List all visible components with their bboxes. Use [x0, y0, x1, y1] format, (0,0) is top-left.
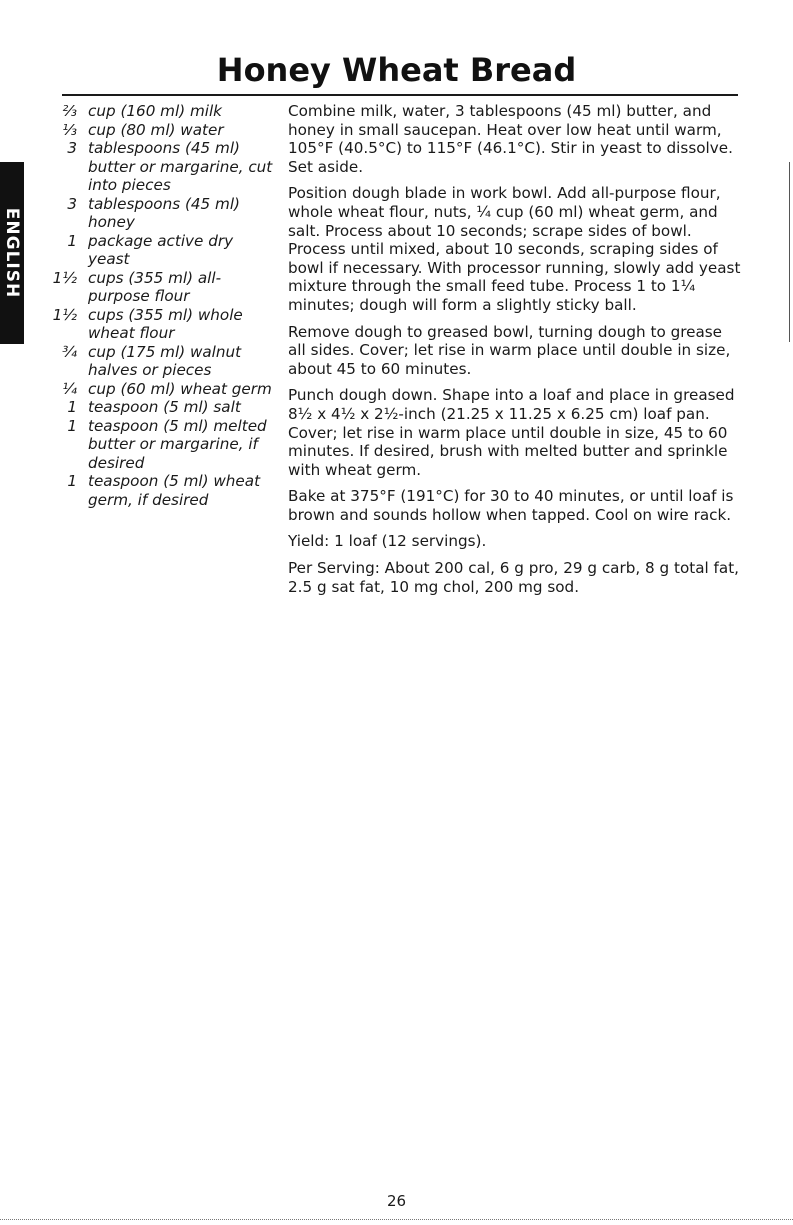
ingredient-quantity: 3	[67, 194, 77, 213]
page-title: Honey Wheat Bread	[216, 51, 577, 89]
direction-step-bake: Bake at 375°F (191°C) for 30 to 40 minutes, or until loaf is brown and sounds hollow when tapped. Cool on wire rack.	[288, 487, 734, 524]
ingredient-item	[40, 121, 275, 140]
ingredient-quantity: 1	[67, 472, 77, 490]
ingredient-item	[40, 232, 275, 269]
ingredient-quantity: 3	[67, 139, 77, 157]
page-number: 26	[386, 1192, 407, 1210]
ingredient-text: cup (80 ml) water	[88, 120, 224, 139]
ingredient-text: package active dry yeast	[88, 231, 234, 268]
ingredient-quantity: ⅔	[62, 102, 77, 120]
ingredient-item	[40, 398, 275, 417]
ingredient-item	[40, 306, 275, 343]
ingredient-text: teaspoon (5 ml) wheat germ, if desired	[88, 472, 261, 509]
ingredient-text: teaspoon (5 ml) salt	[88, 398, 241, 416]
direction-step-combine: Combine milk, water, 3 tablespoons (45 ml) butter, and honey in small saucepan. Heat over low heat until warm, 105°F (40.5°C) to 115°F (46.1°C). Stir in yeast to dissolve. Set aside.	[288, 102, 733, 176]
ingredient-quantity: ¾	[62, 342, 77, 361]
ingredient-quantity: 1	[67, 398, 77, 416]
language-tab	[0, 162, 24, 344]
directions	[288, 102, 743, 604]
ingredient-item	[40, 269, 275, 306]
page-edge-dotted-line	[0, 1219, 793, 1220]
language-tab-label: ENGLISH	[2, 207, 22, 299]
ingredient-item	[40, 343, 275, 380]
ingredient-text: cup (60 ml) wheat germ	[88, 379, 272, 398]
ingredient-item	[40, 472, 275, 509]
ingredient-quantity: ¼	[62, 379, 77, 398]
ingredient-text: tablespoons (45 ml) butter or margarine, cut into pieces	[88, 139, 273, 194]
nutrition-text: Per Serving: About 200 cal, 6 g pro, 29 g carb, 8 g total fat, 2.5 g sat fat, 10 mg chol, 200 mg sod.	[288, 559, 739, 596]
yield-text: Yield: 1 loaf (12 servings).	[288, 532, 487, 551]
ingredient-text: teaspoon (5 ml) melted butter or margarine, if desired	[88, 416, 267, 472]
ingredient-item	[40, 102, 275, 121]
ingredient-text: tablespoons (45 ml) honey	[88, 194, 240, 231]
ingredient-text: cups (355 ml) whole wheat flour	[88, 305, 243, 342]
ingredient-text: cup (175 ml) walnut halves or pieces	[88, 342, 242, 379]
direction-step-shape: Punch dough down. Shape into a loaf and place in greased 8½ x 4½ x 2½-inch (21.25 x 11.25 x 6.25 cm) loaf pan. Cover; let rise in warm place until double in size, 45 to 60 minutes. If desired, brush with melted butter and sprinkle with wheat germ.	[288, 386, 735, 479]
edge-marker	[789, 162, 790, 342]
direction-step-rise: Remove dough to greased bowl, turning dough to grease all sides. Cover; let rise in warm place until double in size, about 45 to 60 minutes.	[288, 322, 731, 378]
ingredient-quantity: 1½	[52, 305, 77, 324]
ingredient-text: cup (160 ml) milk	[88, 102, 222, 120]
ingredient-quantity: 1	[67, 231, 77, 250]
ingredient-item	[40, 139, 275, 195]
direction-step-process: Position dough blade in work bowl. Add all-purpose flour, whole wheat flour, nuts, ¼ cup (60 ml) wheat germ, and salt. Process about 10 seconds; scrape sides of bowl. Process until mixed, about 10 seconds, scraping sides of bowl if necessary. With processor running, slowly add yeast mixture through the small feed tube. Process 1 to 1¼ minutes; dough will form a slightly sticky ball.	[288, 184, 741, 314]
ingredient-quantity: 1	[67, 416, 77, 435]
title-rule	[62, 94, 738, 96]
ingredient-quantity: ⅓	[62, 120, 77, 139]
ingredient-item	[40, 195, 275, 232]
ingredient-text: cups (355 ml) all-purpose flour	[88, 268, 222, 305]
ingredient-item	[40, 380, 275, 399]
ingredient-quantity: 1½	[52, 268, 77, 287]
ingredient-list	[40, 102, 275, 509]
ingredient-item	[40, 417, 275, 473]
